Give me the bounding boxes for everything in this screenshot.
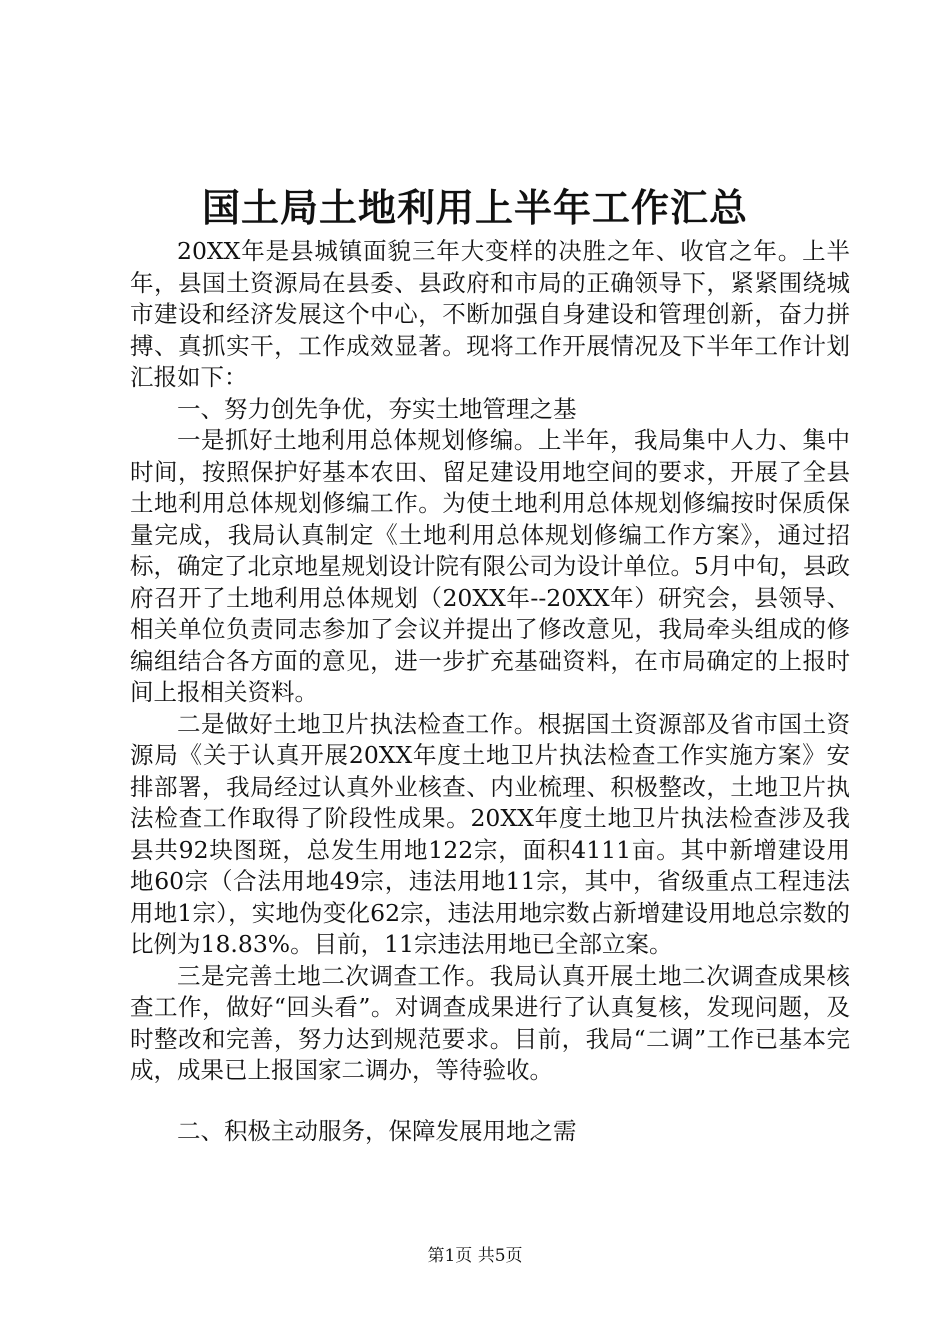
section-heading-1: 一、努力创先争优，夯实土地管理之基 [177, 394, 577, 423]
document-title: 国土局土地利用上半年工作汇总 [201, 185, 748, 230]
section-heading-2: 二、积极主动服务，保障发展用地之需 [177, 1116, 577, 1145]
document-body [130, 236, 850, 1147]
page-number: 第1页 共5页 [427, 1246, 523, 1266]
intro-paragraph: 20XX年是县城镇面貌三年大变样的决胜之年、收官之年。上半年，县国土资源局在县委、县政府和市局的正确领导下，紧紧围绕城市建设和经济发展这个中心，不断加强自身建设和管理创新，奋力拼搏、真抓实干，工作成效显著。现将工作开展情况及下半年工作计划汇报如下： [130, 237, 850, 391]
paragraph-planning: 一是抓好土地利用总体规划修编。上半年，我局集中人力、集中时间，按照保护好基本农田、留足建设用地空间的要求，开展了全县土地利用总体规划修编工作。为使土地利用总体规划修编按时保质保量完成，我局认真制定《土地利用总体规划修编工作方案》，通过招标，确定了北京地星规划设计院有限公司为设计单位。5月中旬，县政府召开了土地利用总体规划（20XX年--20XX年）研究会，县领导、相关单位负责同志参加了会议并提出了修改意见，我局牵头组成的修编组结合各方面的意见，进一步扩充基础资料，在市局确定的上报时间上报相关资料。 [130, 426, 850, 706]
paragraph-satellite-inspection: 二是做好土地卫片执法检查工作。根据国土资源部及省市国土资源局《关于认真开展20XX年度土地卫片执法检查工作实施方案》安排部署，我局经过认真外业核查、内业梳理、积极整改，土地卫片执法检查工作取得了阶段性成果。20XX年度土地卫片执法检查涉及我县共92块图斑，总发生用地122宗，面积4111亩。其中新增建设用地60宗（合法用地49宗，违法用地11宗，其中，省级重点工程违法用地1宗），实地伪变化62宗，违法用地宗数占新增建设用地总宗数的比例为18.83%。目前，11宗违法用地已全部立案。 [130, 709, 850, 958]
paragraph-second-survey: 三是完善土地二次调查工作。我局认真开展土地二次调查成果核查工作，做好“回头看”。对调查成果进行了认真复核，发现问题，及时整改和完善，努力达到规范要求。目前，我局“二调”工作已基本完成，成果已上报国家二调办，等待验收。 [130, 961, 850, 1084]
